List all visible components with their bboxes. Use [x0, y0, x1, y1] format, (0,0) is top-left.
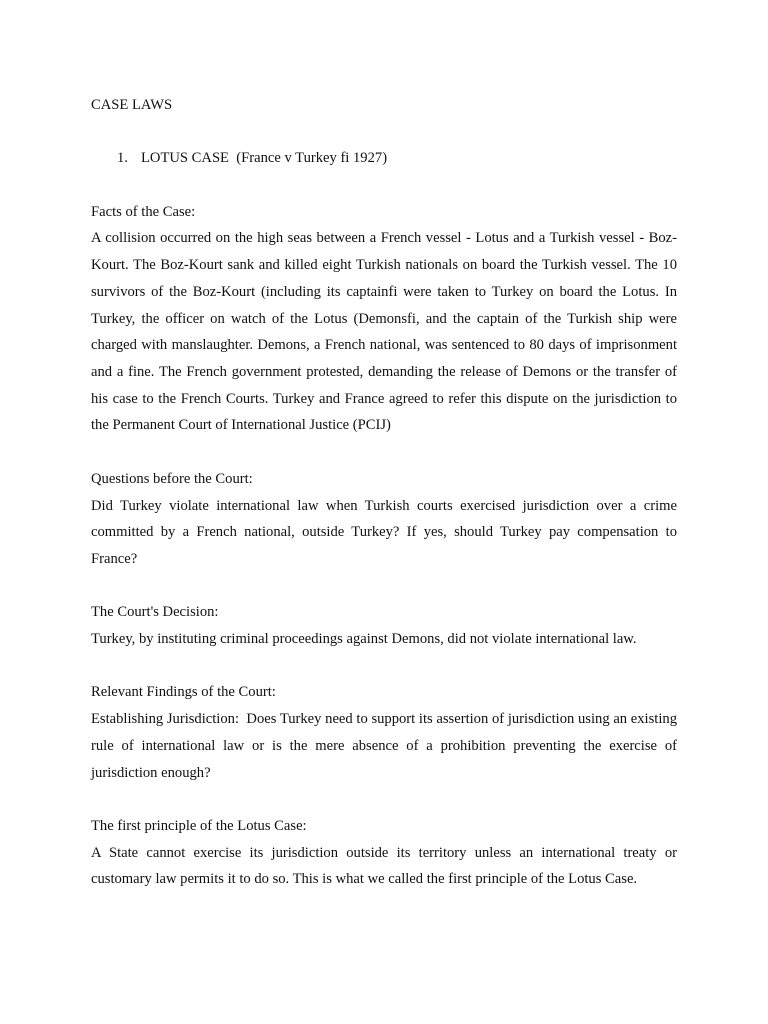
section-heading-facts: Facts of the Case:	[91, 203, 196, 220]
spacer	[91, 172, 677, 199]
section-body-facts: A collision occurred on the high seas between a French vessel - Lotus and a Turkish vessel - Boz-Kourt. The Boz-Kourt sank and killed eight Turkish nationals on board the Turkish vessel. The 10 survivors of the Boz-Kourt (including its captainfi were taken to Turkey on board the Lotus. In Turkey, the officer on watch of the Lotus (Demonsfi, and the captain of the Turkish ship were charged with manslaughter. Demons, a French national, was sentenced to 80 days of imprisonment and a fine. The French government protested, demanding the release of Demons or the transfer of his case to the French Courts. Turkey and France agreed to refer this dispute on the jurisdiction to the Permanent Court of International Justice (PCIJ)	[91, 230, 677, 434]
section-body-decision: Turkey, by instituting criminal proceedings against Demons, did not violate international law.	[91, 631, 637, 647]
spacer	[91, 653, 677, 680]
spacer	[91, 119, 677, 146]
spacer	[91, 439, 677, 466]
section-heading-findings: Relevant Findings of the Court:	[91, 684, 276, 701]
section-body-questions: Did Turkey violate international law when Turkish courts exercised jurisdiction over a crime committed by a French national, outside Turkey? If yes, should Turkey pay compensation to France?	[91, 497, 677, 567]
case-list-item	[91, 145, 677, 172]
list-number: 1.	[117, 150, 128, 167]
spacer	[91, 573, 677, 600]
document-page	[91, 92, 681, 893]
case-title: LOTUS CASE (France v Turkey fi 1927)	[141, 150, 388, 167]
section-heading-first-principle: The first principle of the Lotus Case:	[91, 817, 307, 834]
spacer	[91, 786, 677, 813]
section-heading-decision: The Court's Decision:	[91, 604, 219, 621]
section-body-first-principle: A State cannot exercise its jurisdiction outside its territory unless an international treaty or customary law permits it to do so. This is what we called the first principle of the Lotus Case.	[91, 844, 677, 888]
section-heading-questions: Questions before the Court:	[91, 470, 253, 487]
section-body-findings: Establishing Jurisdiction: Does Turkey need to support its assertion of jurisdiction using an existing rule of international law or is the mere absence of a prohibition preventing the exercise of jurisdiction enough?	[91, 711, 681, 781]
document-title: CASE LAWS	[91, 97, 173, 113]
